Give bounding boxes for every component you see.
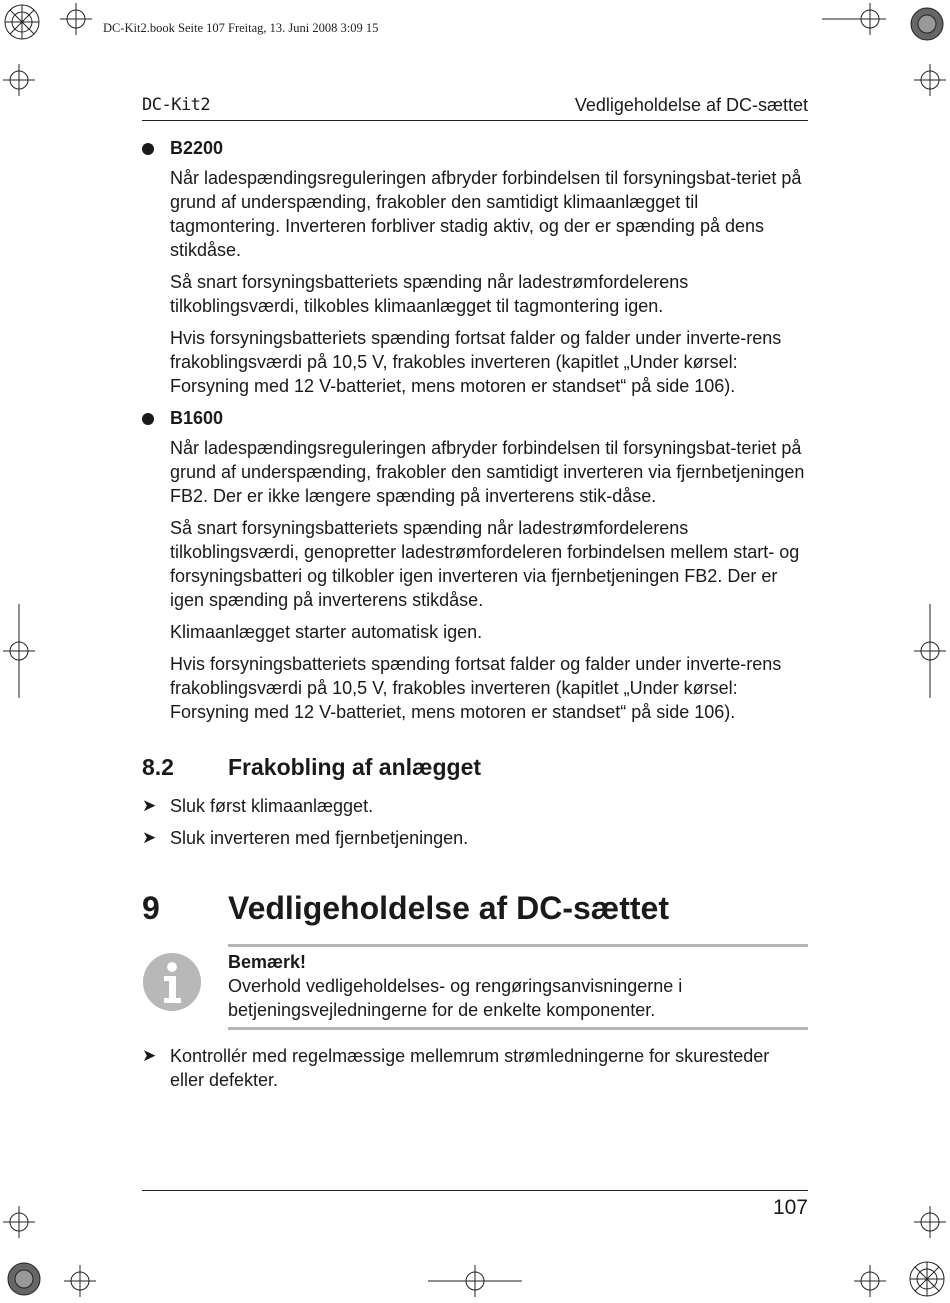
bullet-heading-b1600 bbox=[142, 406, 808, 430]
section-heading-8-2 bbox=[142, 752, 808, 782]
info-icon bbox=[142, 952, 202, 1012]
page-number: 107 bbox=[772, 1196, 808, 1219]
page-content bbox=[142, 132, 808, 1100]
bullet-heading-label: B2200 bbox=[170, 138, 224, 158]
note-title: Bemærk! bbox=[228, 952, 307, 972]
bullet-dot-icon bbox=[142, 413, 154, 425]
paragraph: Så snart forsyningsbatteriets spænding når ladestrømfordelerens tilkoblingsværdi, genopretter ladestrømfordeleren forbindelsen mellem start- og forsyningsbatteri og tilkobler igen inverteren via fjernbetjeningen FB2. Der er igen spænding på inverterens stikdåse. bbox=[170, 518, 800, 610]
print-slug: DC-Kit2.book Seite 107 Freitag, 13. Juni 2008 3:09 15 bbox=[103, 21, 379, 35]
header-chapter-title: Vedligeholdelse af DC-sættet bbox=[574, 95, 808, 115]
arrow-right-icon: ➤ bbox=[142, 796, 157, 815]
chapter-heading-9 bbox=[142, 888, 808, 928]
header-rule bbox=[142, 120, 808, 121]
note-box bbox=[142, 944, 808, 1030]
section-number: 8.2 bbox=[142, 754, 174, 780]
bullet-heading-b2200 bbox=[142, 136, 808, 160]
paragraph: Klimaanlægget starter automatisk igen. bbox=[170, 622, 483, 642]
paragraph: Når ladespændingsreguleringen afbryder forbindelsen til forsyningsbat-teriet på grund af underspænding, frakobler den samtidigt inverteren via fjernbetjeningen FB2. Der er ikke længere spænding på inverterens stik-dåse. bbox=[170, 438, 805, 506]
footer-rule bbox=[142, 1190, 808, 1191]
chapter-number: 9 bbox=[142, 890, 160, 926]
note-text: Overhold vedligeholdelses- og rengøringsanvisningerne i betjeningsvejledningerne for de enkelte komponenter. bbox=[228, 976, 683, 1020]
paragraph: Hvis forsyningsbatteriets spænding fortsat falder og falder under inverte-rens frakoblingsværdi på 10,5 V, frakobles inverteren (kapitlet „Under kørsel: Forsyning med 12 V-batteriet, mens motoren er standset“ på side 106). bbox=[170, 328, 782, 396]
paragraph: Så snart forsyningsbatteriets spænding når ladestrømfordelerens tilkoblingsværdi, tilkobles klimaanlægget til tagmontering igen. bbox=[170, 272, 689, 316]
registration-rosette-icon bbox=[8, 1263, 40, 1295]
bullet-heading-label: B1600 bbox=[170, 408, 224, 428]
registration-rosette-icon bbox=[911, 8, 943, 40]
header-product-name: DC-Kit2 bbox=[142, 95, 211, 115]
arrow-right-icon: ➤ bbox=[142, 1046, 157, 1065]
note-content bbox=[228, 944, 808, 1030]
paragraph: Når ladespændingsreguleringen afbryder forbindelsen til forsyningsbat-teriet på grund af underspænding, frakobler den samtidigt klimaanlægget til tagmontering. Inverteren forbliver stadig aktiv, og der er spænding på dens stikdåse. bbox=[170, 168, 802, 260]
bullet-dot-icon bbox=[142, 143, 154, 155]
section-title: Frakobling af anlægget bbox=[228, 754, 482, 780]
instruction-step bbox=[142, 794, 808, 818]
paragraph: Hvis forsyningsbatteriets spænding fortsat falder og falder under inverte-rens frakoblingsværdi på 10,5 V, frakobles inverteren (kapitlet „Under kørsel: Forsyning med 12 V-batteriet, mens motoren er standset“ på side 106). bbox=[170, 654, 782, 722]
arrow-right-icon: ➤ bbox=[142, 828, 157, 847]
instruction-step bbox=[142, 826, 808, 850]
chapter-title: Vedligeholdelse af DC-sættet bbox=[228, 890, 669, 926]
registration-rosette-icon bbox=[910, 1262, 944, 1296]
instruction-step bbox=[142, 1044, 808, 1092]
instruction-text: Kontrollér med regelmæssige mellemrum strømledningerne for skuresteder eller defekter. bbox=[170, 1046, 770, 1090]
registration-rosette-icon bbox=[5, 5, 39, 39]
instruction-text: Sluk først klimaanlægget. bbox=[170, 796, 374, 816]
instruction-text: Sluk inverteren med fjernbetjeningen. bbox=[170, 828, 469, 848]
